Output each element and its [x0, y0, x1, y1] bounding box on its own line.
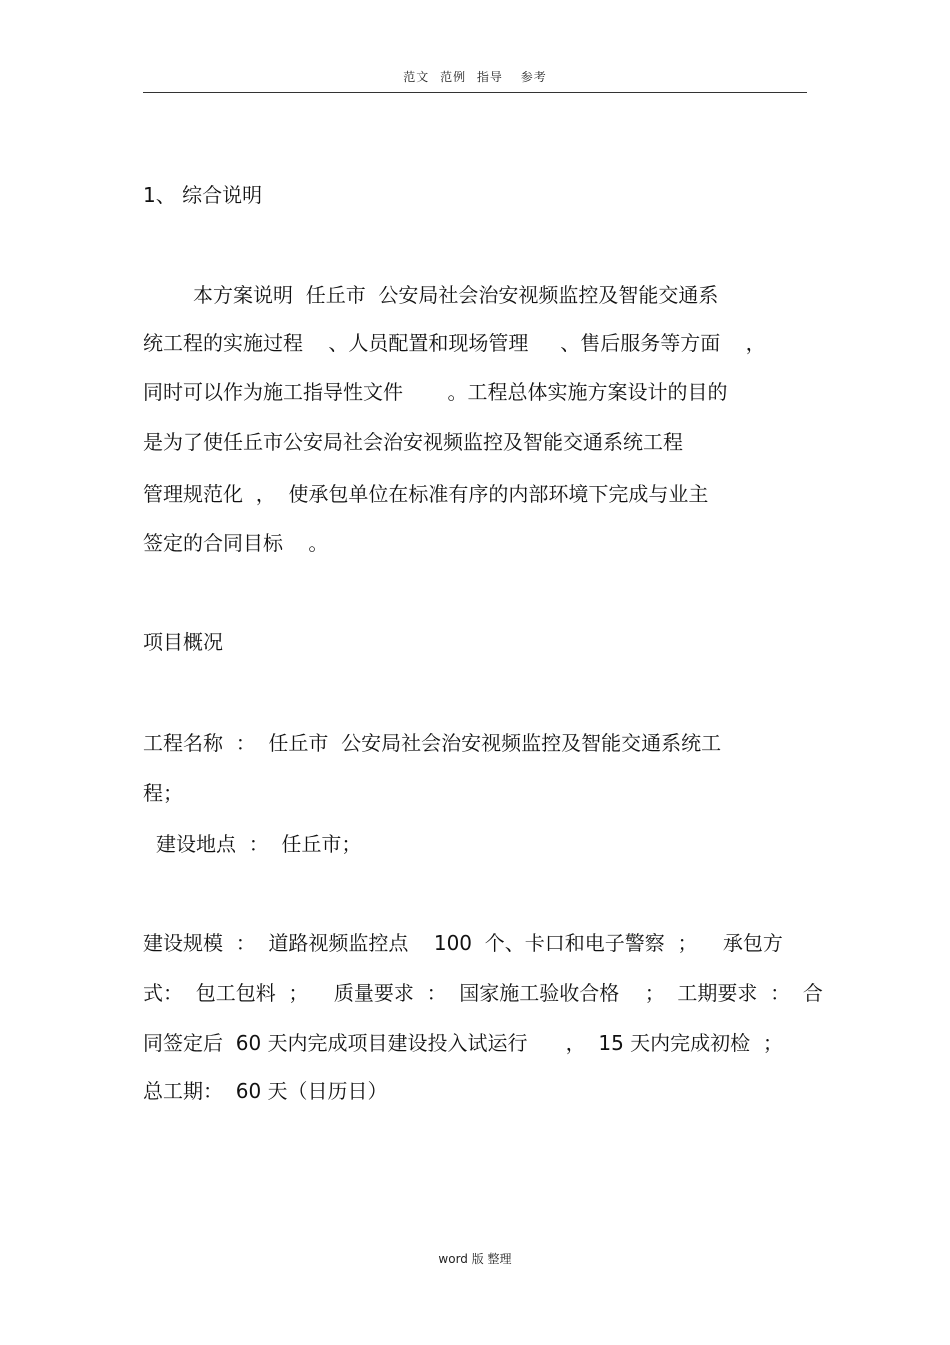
intro-line-4: 是为了使任丘市公安局社会治安视频监控及智能交通系统工程 [143, 430, 683, 454]
intro-line-5: 管理规范化 ， 使承包单位在标准有序的内部环境下完成与业主 [143, 482, 709, 506]
project-scale-line-3: 同签定后 60 天内完成项目建设投入试运行 ， 15 天内完成初检 ； [143, 1031, 783, 1055]
page-header [0, 68, 950, 85]
project-name-line-2: 程； [143, 781, 183, 805]
intro-line-3: 同时可以作为施工指导性文件 。工程总体实施方案设计的目的 [143, 380, 728, 404]
header-item-4: 参考 [520, 70, 547, 84]
intro-line-1: 本方案说明 任丘市 公安局社会治安视频监控及智能交通系 [193, 283, 719, 307]
header-item-1: 范文 [403, 70, 430, 84]
section-title: 1、 综合说明 [143, 183, 263, 207]
intro-line-2: 统工程的实施过程 、人员配置和现场管理 、售后服务等方面 ， [143, 331, 766, 355]
page-footer: word 版 整理 [438, 1252, 512, 1266]
header-item-3: 指导 [476, 70, 503, 84]
project-location: 建设地点 ： 任丘市； [156, 832, 362, 856]
project-scale-line-4: 总工期： 60 天（日历日） [143, 1079, 388, 1103]
header-item-2: 范例 [440, 70, 467, 84]
header-rule [143, 92, 807, 93]
project-scale-line-2: 式： 包工包料 ； 质量要求 ： 国家施工验收合格 ； 工期要求 ： 合 [143, 981, 823, 1005]
overview-heading: 项目概况 [143, 630, 223, 654]
project-scale-line-1: 建设规模 ： 道路视频监控点 100 个、卡口和电子警察 ； 承包方 [143, 931, 783, 955]
project-name-line-1: 工程名称 ： 任丘市 公安局社会治安视频监控及智能交通系统工 [143, 731, 722, 755]
intro-line-6: 签定的合同目标 。 [143, 531, 329, 555]
